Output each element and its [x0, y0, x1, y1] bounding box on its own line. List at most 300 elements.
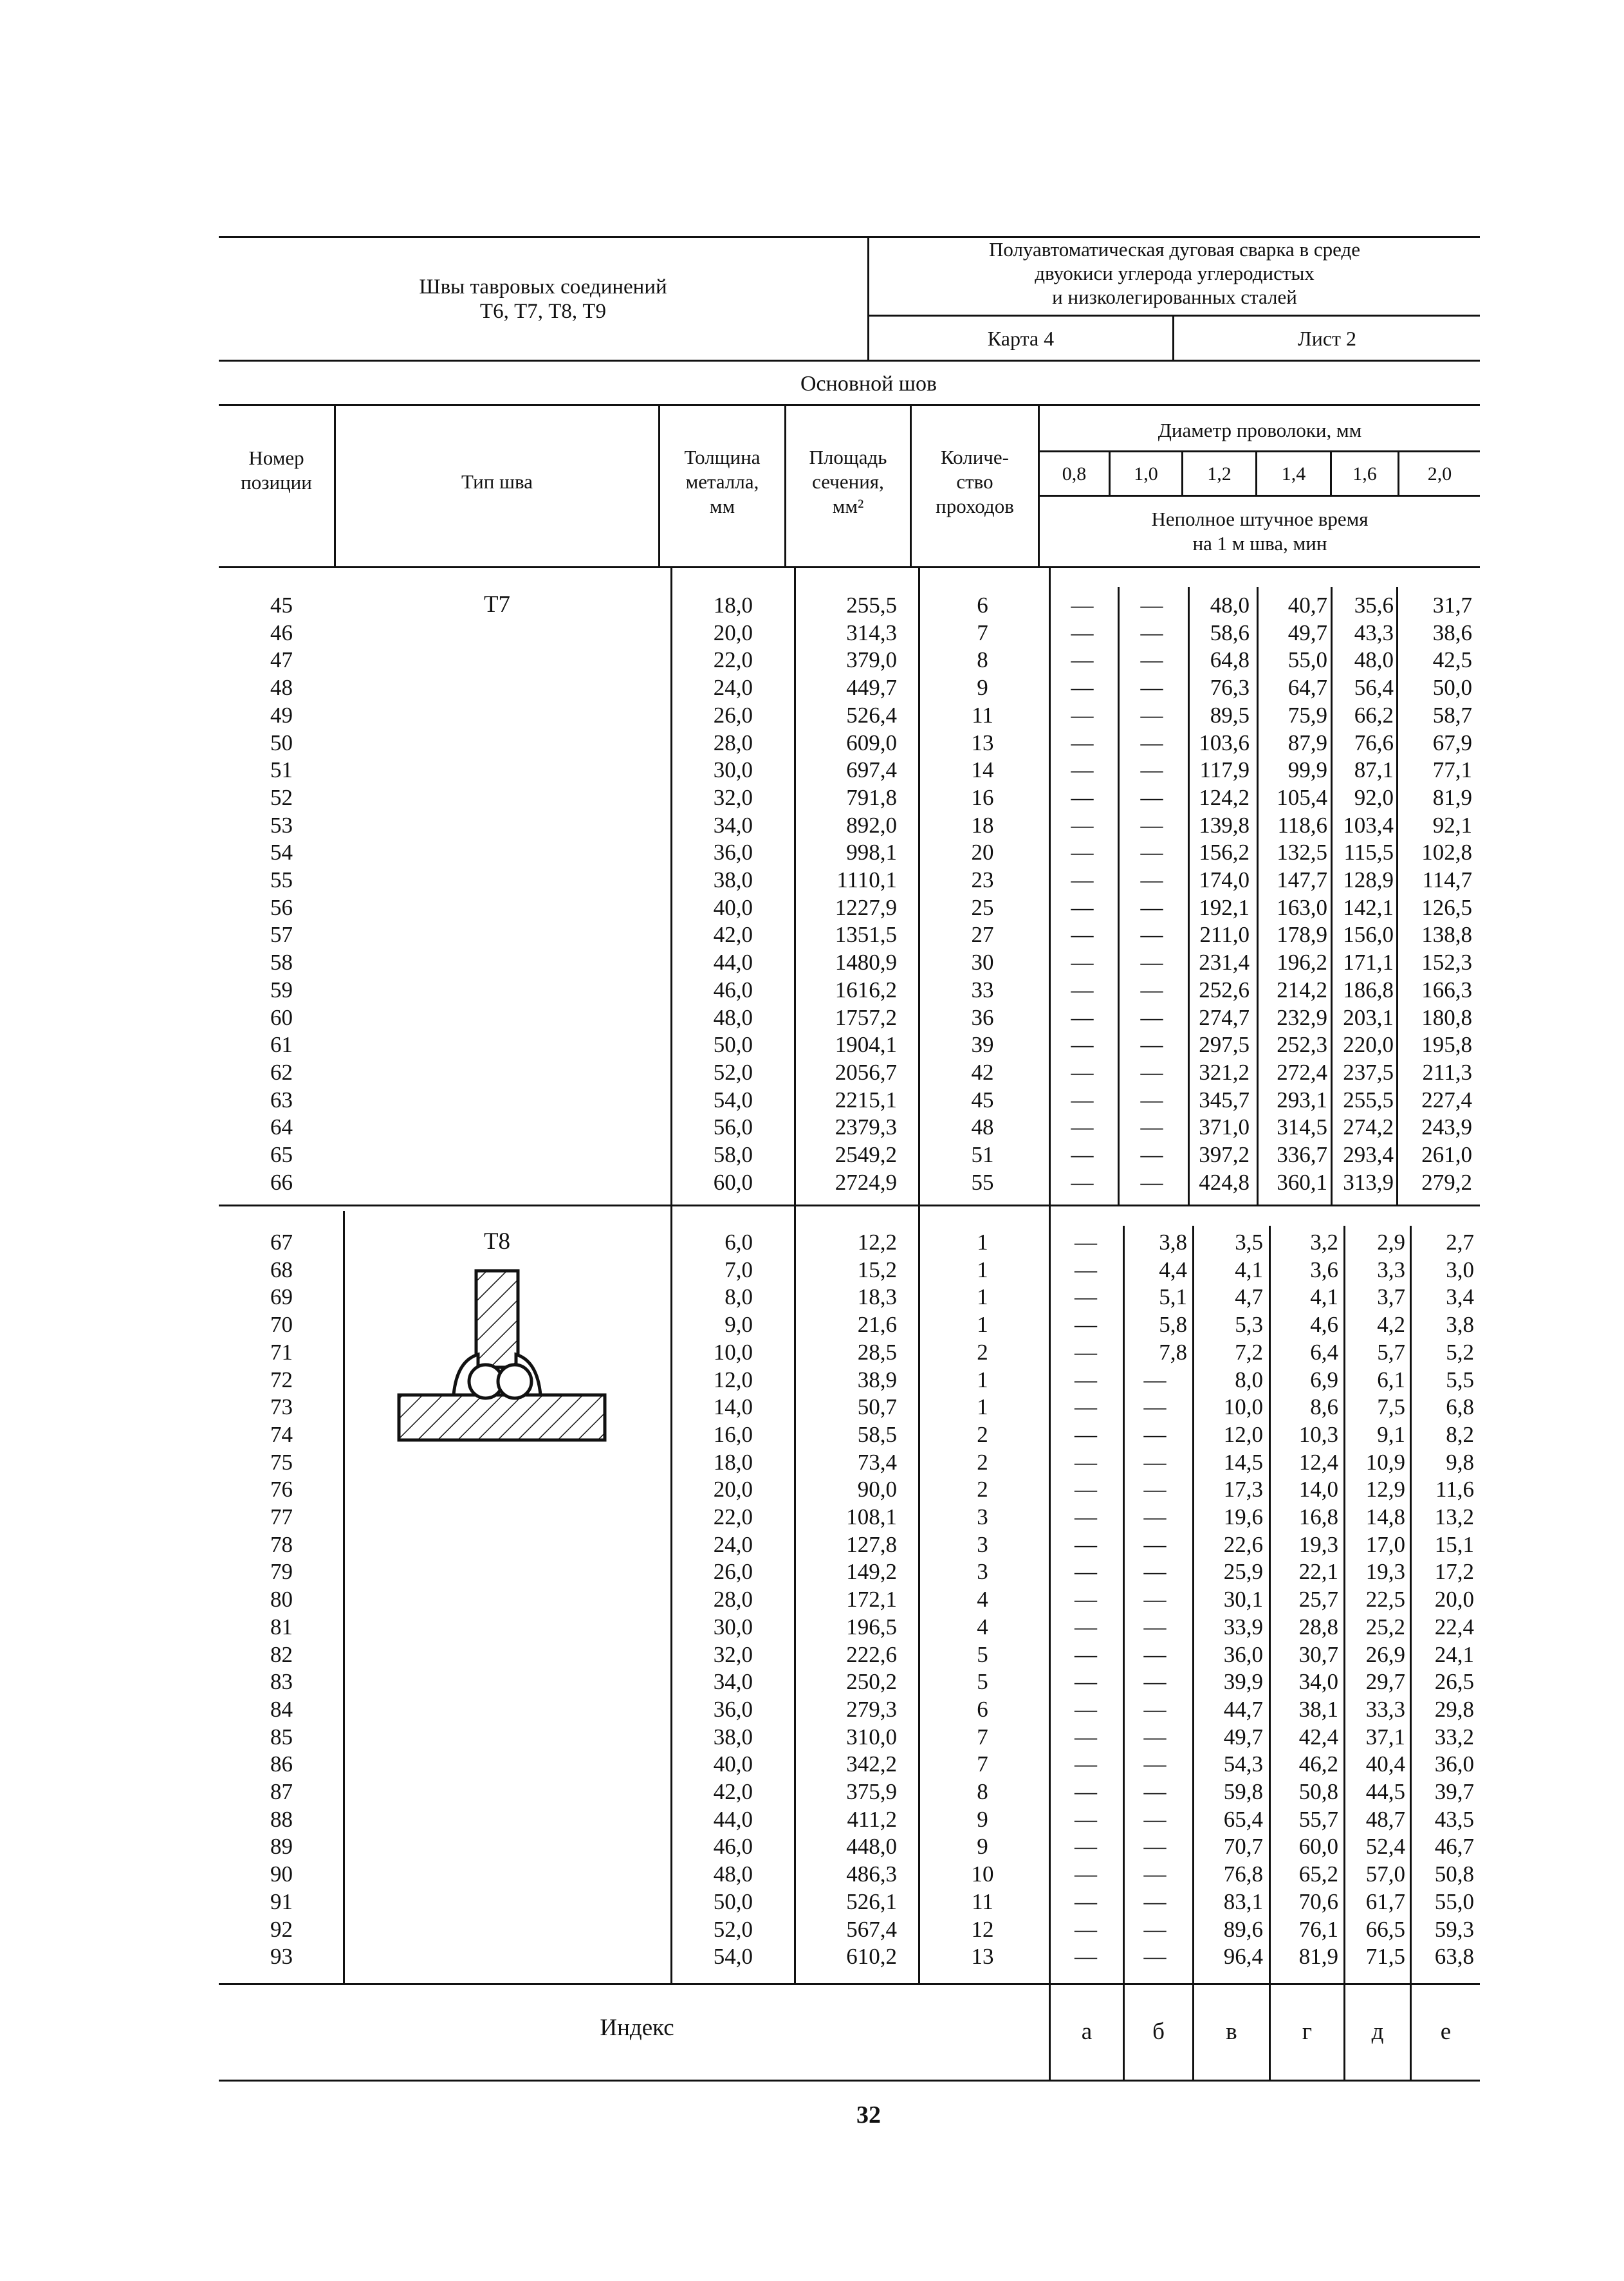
- metal-thickness: 10,0: [713, 1339, 753, 1365]
- position-number: 84: [270, 1696, 293, 1722]
- time-d1-6: 14,8: [1365, 1504, 1405, 1529]
- metal-thickness: 14,0: [713, 1394, 753, 1420]
- section-area: 2724,9: [835, 1169, 897, 1195]
- grid-line-t8-1: [1192, 1226, 1194, 1983]
- time-d1-2: 76,3: [1210, 675, 1250, 701]
- position-number: 71: [270, 1339, 293, 1365]
- section-area: 526,1: [846, 1889, 897, 1914]
- pass-count: 13: [971, 1944, 994, 1970]
- col-header-area: Площадь сечения, мм²: [809, 446, 887, 517]
- metal-thickness: 52,0: [713, 1916, 753, 1942]
- metal-thickness: 34,0: [713, 812, 753, 838]
- time-d1-6: 2,9: [1377, 1230, 1405, 1255]
- section-area: 411,2: [847, 1806, 897, 1832]
- position-number: 87: [270, 1779, 293, 1804]
- time-d1-6: 12,9: [1365, 1477, 1405, 1502]
- time-d0-8: —: [1075, 1614, 1097, 1639]
- pass-count: 48: [971, 1114, 994, 1140]
- metal-thickness: 24,0: [713, 675, 753, 701]
- time-d1-2: 39,9: [1223, 1669, 1263, 1695]
- time-d1-4: 252,3: [1277, 1032, 1327, 1058]
- time-d1-0: —: [1143, 1944, 1167, 1970]
- time-d2-0: 31,7: [1432, 593, 1472, 618]
- body-vline-4: [918, 568, 920, 1983]
- time-d0-8: —: [1075, 1394, 1097, 1420]
- diameters-rule: [1038, 495, 1480, 497]
- time-d1-6: 128,9: [1343, 867, 1394, 892]
- grid-line-t7-1: [1188, 587, 1190, 1205]
- index-top-rule: [219, 1983, 1480, 1985]
- position-number: 66: [270, 1169, 293, 1195]
- time-d0-8: —: [1071, 867, 1094, 892]
- time-d1-0: —: [1140, 1169, 1163, 1195]
- time-d1-4: 232,9: [1277, 1004, 1327, 1030]
- time-d2-0: 211,3: [1422, 1059, 1472, 1085]
- time-d0-8: —: [1071, 1142, 1094, 1167]
- time-d0-8: —: [1075, 1944, 1097, 1970]
- section-area: 90,0: [857, 1477, 897, 1502]
- time-d1-4: 360,1: [1277, 1169, 1327, 1195]
- pass-count: 9: [977, 675, 988, 701]
- position-number: 69: [270, 1284, 293, 1310]
- time-d0-8: —: [1075, 1531, 1097, 1557]
- time-d1-6: 33,3: [1365, 1696, 1405, 1722]
- section-area: 38,9: [857, 1367, 897, 1392]
- section-area: 127,8: [846, 1531, 897, 1557]
- time-d1-0: —: [1140, 593, 1163, 618]
- index-letter-g: г: [1302, 2018, 1313, 2045]
- metal-thickness: 46,0: [713, 1834, 753, 1860]
- position-number: 63: [270, 1087, 293, 1113]
- time-d1-0: —: [1140, 784, 1163, 810]
- pass-count: 30: [971, 950, 994, 975]
- metal-thickness: 38,0: [713, 1724, 753, 1750]
- section-area: 998,1: [846, 840, 897, 865]
- time-d1-2: 30,1: [1223, 1587, 1263, 1612]
- time-d1-2: 54,3: [1223, 1751, 1263, 1777]
- metal-thickness: 44,0: [713, 1806, 753, 1832]
- pass-count: 7: [977, 1724, 988, 1750]
- pass-count: 27: [971, 922, 994, 948]
- section-area: 1904,1: [835, 1032, 897, 1058]
- time-d1-2: 274,7: [1199, 1004, 1250, 1030]
- time-d2-0: 20,0: [1434, 1587, 1474, 1612]
- position-number: 45: [270, 593, 293, 618]
- time-d1-0: —: [1140, 894, 1163, 920]
- time-d1-6: 25,2: [1365, 1614, 1405, 1639]
- grid-line-t8-2: [1269, 1226, 1271, 1983]
- position-number: 70: [270, 1312, 293, 1338]
- metal-thickness: 22,0: [713, 1504, 753, 1529]
- time-d1-0: —: [1143, 1751, 1167, 1777]
- time-d0-8: —: [1071, 1059, 1094, 1085]
- time-d1-0: 5,8: [1159, 1312, 1187, 1338]
- time-d0-8: —: [1071, 593, 1094, 618]
- time-d1-4: 70,6: [1298, 1889, 1338, 1914]
- time-d1-0: —: [1143, 1367, 1167, 1392]
- time-d1-2: 117,9: [1199, 757, 1250, 783]
- time-d0-8: —: [1071, 1004, 1094, 1030]
- pass-count: 9: [977, 1834, 988, 1860]
- metal-thickness: 28,0: [713, 730, 753, 755]
- time-d1-6: 10,9: [1365, 1449, 1405, 1475]
- time-d1-2: 321,2: [1199, 1059, 1250, 1085]
- diameter-0-8: 0,8: [1062, 463, 1087, 485]
- metal-thickness: 24,0: [713, 1531, 753, 1557]
- group-separator: [219, 1205, 1480, 1206]
- section-area: 892,0: [846, 812, 897, 838]
- time-d1-4: 3,2: [1310, 1230, 1338, 1255]
- metal-thickness: 36,0: [713, 840, 753, 865]
- time-d2-0: 22,4: [1434, 1614, 1474, 1639]
- section-area: 567,4: [846, 1916, 897, 1942]
- time-d1-6: 48,7: [1365, 1806, 1405, 1832]
- section-area: 1227,9: [835, 894, 897, 920]
- pass-count: 14: [971, 757, 994, 783]
- time-d1-0: —: [1140, 1004, 1163, 1030]
- time-d1-4: 272,4: [1277, 1059, 1327, 1085]
- metal-thickness: 12,0: [713, 1367, 753, 1392]
- metal-thickness: 60,0: [713, 1169, 753, 1195]
- metal-thickness: 8,0: [724, 1284, 753, 1310]
- position-number: 74: [270, 1421, 293, 1447]
- time-d0-8: —: [1075, 1421, 1097, 1447]
- time-d1-0: —: [1140, 702, 1163, 728]
- grid-line-t8-0: [1123, 1226, 1125, 1983]
- time-d1-0: —: [1140, 757, 1163, 783]
- pass-count: 1: [977, 1394, 988, 1420]
- time-d2-0: 166,3: [1421, 977, 1472, 1002]
- pass-count: 2: [977, 1421, 988, 1447]
- time-d1-2: 12,0: [1223, 1421, 1263, 1447]
- time-d0-8: —: [1075, 1806, 1097, 1832]
- section-area: 50,7: [857, 1394, 897, 1420]
- time-d1-4: 293,1: [1277, 1087, 1327, 1113]
- time-d1-0: —: [1140, 977, 1163, 1002]
- time-d1-2: 345,7: [1199, 1087, 1250, 1113]
- time-d1-0: —: [1143, 1641, 1167, 1667]
- time-d0-8: —: [1071, 647, 1094, 673]
- pass-count: 45: [971, 1087, 994, 1113]
- time-d1-6: 26,9: [1365, 1641, 1405, 1667]
- col-header-passes: Количе- ство проходов: [936, 446, 1014, 517]
- time-d2-0: 58,7: [1432, 702, 1472, 728]
- time-d0-8: —: [1075, 1284, 1097, 1310]
- time-d2-0: 6,8: [1446, 1394, 1474, 1420]
- metal-thickness: 46,0: [713, 977, 753, 1002]
- time-d1-2: 96,4: [1223, 1944, 1263, 1970]
- time-d1-6: 103,4: [1343, 812, 1394, 838]
- metal-thickness: 20,0: [713, 620, 753, 645]
- time-d1-6: 56,4: [1354, 675, 1394, 701]
- section-area: 255,5: [846, 593, 897, 618]
- time-d1-2: 36,0: [1223, 1641, 1263, 1667]
- position-number: 52: [270, 784, 293, 810]
- time-d1-0: 3,8: [1159, 1230, 1187, 1255]
- time-d2-0: 50,0: [1432, 675, 1472, 701]
- pass-count: 6: [977, 1696, 988, 1722]
- pass-count: 23: [971, 867, 994, 892]
- time-d2-0: 67,9: [1432, 730, 1472, 755]
- metal-thickness: 28,0: [713, 1587, 753, 1612]
- time-d0-8: —: [1075, 1587, 1097, 1612]
- time-d0-8: —: [1075, 1339, 1097, 1365]
- time-d1-2: 252,6: [1199, 977, 1250, 1002]
- position-number: 83: [270, 1669, 293, 1695]
- time-d1-0: —: [1143, 1779, 1167, 1804]
- time-d1-6: 19,3: [1365, 1559, 1405, 1585]
- time-d1-2: 89,6: [1223, 1916, 1263, 1942]
- pass-count: 1: [977, 1284, 988, 1310]
- time-d1-2: 10,0: [1223, 1394, 1263, 1420]
- section-area: 196,5: [846, 1614, 897, 1639]
- metal-thickness: 6,0: [724, 1230, 753, 1255]
- position-number: 67: [270, 1230, 293, 1255]
- metal-thickness: 34,0: [713, 1669, 753, 1695]
- time-d1-2: 58,6: [1210, 620, 1250, 645]
- pass-count: 1: [977, 1257, 988, 1282]
- time-d1-6: 61,7: [1365, 1889, 1405, 1914]
- body-vline-5: [1049, 568, 1051, 1983]
- time-d1-4: 4,1: [1310, 1284, 1338, 1310]
- position-number: 59: [270, 977, 293, 1002]
- table-header-bottom-rule: [219, 566, 1480, 568]
- section-area: 448,0: [846, 1834, 897, 1860]
- time-d0-8: —: [1071, 894, 1094, 920]
- position-number: 46: [270, 620, 293, 645]
- metal-thickness: 50,0: [713, 1889, 753, 1914]
- time-d2-0: 43,5: [1434, 1806, 1474, 1832]
- time-d1-4: 49,7: [1287, 620, 1327, 645]
- position-number: 81: [270, 1614, 293, 1639]
- time-d1-6: 9,1: [1377, 1421, 1405, 1447]
- position-number: 54: [270, 840, 293, 865]
- time-d2-0: 195,8: [1421, 1032, 1472, 1058]
- time-d1-0: —: [1140, 675, 1163, 701]
- time-d1-0: 4,4: [1159, 1257, 1187, 1282]
- time-d1-0: —: [1140, 1087, 1163, 1113]
- time-d0-8: —: [1071, 675, 1094, 701]
- time-d1-2: 192,1: [1199, 894, 1250, 920]
- time-d2-0: 9,8: [1446, 1449, 1474, 1475]
- time-d0-8: —: [1075, 1257, 1097, 1282]
- position-number: 61: [270, 1032, 293, 1058]
- time-d1-0: —: [1140, 950, 1163, 975]
- time-d1-0: 5,1: [1159, 1284, 1187, 1310]
- time-d1-6: 48,0: [1354, 647, 1394, 673]
- time-d1-4: 50,8: [1298, 1779, 1338, 1804]
- title-bottom-rule: [219, 360, 1480, 362]
- time-d1-2: 211,0: [1199, 922, 1250, 948]
- section-area: 58,5: [857, 1421, 897, 1447]
- time-d0-8: —: [1071, 1032, 1094, 1058]
- time-d1-2: 124,2: [1199, 784, 1250, 810]
- position-number: 51: [270, 757, 293, 783]
- time-d1-4: 76,1: [1298, 1916, 1338, 1942]
- time-d1-6: 220,0: [1343, 1032, 1394, 1058]
- time-d1-4: 19,3: [1298, 1531, 1338, 1557]
- position-number: 62: [270, 1059, 293, 1085]
- metal-thickness: 56,0: [713, 1114, 753, 1140]
- section-area: 12,2: [857, 1230, 897, 1255]
- pass-count: 55: [971, 1169, 994, 1195]
- time-d1-6: 156,0: [1343, 922, 1394, 948]
- metal-thickness: 58,0: [713, 1142, 753, 1167]
- time-d1-6: 35,6: [1354, 593, 1394, 618]
- time-d1-6: 115,5: [1343, 840, 1394, 865]
- time-d1-4: 34,0: [1298, 1669, 1338, 1695]
- seam-type-t7: Т7: [483, 591, 511, 618]
- time-d1-6: 22,5: [1365, 1587, 1405, 1612]
- position-number: 49: [270, 702, 293, 728]
- section-area: 379,0: [846, 647, 897, 673]
- section-area: 1351,5: [835, 922, 897, 948]
- section-area: 1616,2: [835, 977, 897, 1002]
- time-d1-2: 231,4: [1199, 950, 1250, 975]
- time-d2-0: 2,7: [1446, 1230, 1474, 1255]
- time-d2-0: 42,5: [1432, 647, 1472, 673]
- pass-count: 12: [971, 1916, 994, 1942]
- time-d1-4: 214,2: [1277, 977, 1327, 1002]
- metal-thickness: 7,0: [724, 1257, 753, 1282]
- time-d1-4: 75,9: [1287, 702, 1327, 728]
- time-d1-2: 44,7: [1223, 1696, 1263, 1722]
- time-d1-2: 48,0: [1210, 593, 1250, 618]
- time-d1-2: 25,9: [1223, 1559, 1263, 1585]
- time-d1-4: 196,2: [1277, 950, 1327, 975]
- grid-line-t8-4: [1410, 1226, 1412, 1983]
- time-d1-2: 83,1: [1223, 1889, 1263, 1914]
- position-number: 77: [270, 1504, 293, 1529]
- metal-thickness: 18,0: [713, 1449, 753, 1475]
- time-d1-0: —: [1143, 1587, 1167, 1612]
- pass-count: 20: [971, 840, 994, 865]
- time-d1-4: 81,9: [1298, 1944, 1338, 1970]
- time-d1-0: —: [1143, 1614, 1167, 1639]
- section-area: 172,1: [846, 1587, 897, 1612]
- section-area: 2215,1: [835, 1087, 897, 1113]
- time-d0-8: —: [1071, 922, 1094, 948]
- t-joint-weld-diagram: [392, 1264, 611, 1451]
- metal-thickness: 32,0: [713, 784, 753, 810]
- time-d1-0: —: [1143, 1477, 1167, 1502]
- time-d0-8: —: [1075, 1367, 1097, 1392]
- pass-count: 5: [977, 1669, 988, 1695]
- time-d2-0: 11,6: [1435, 1477, 1474, 1502]
- metal-thickness: 36,0: [713, 1696, 753, 1722]
- time-d2-0: 39,7: [1434, 1779, 1474, 1804]
- time-d1-6: 171,1: [1343, 950, 1394, 975]
- time-d2-0: 114,7: [1422, 867, 1472, 892]
- position-number: 50: [270, 730, 293, 755]
- time-d1-2: 17,3: [1223, 1477, 1263, 1502]
- body-vline-2: [670, 568, 672, 1983]
- position-number: 68: [270, 1257, 293, 1282]
- time-d1-2: 4,1: [1235, 1257, 1263, 1282]
- pass-count: 13: [971, 730, 994, 755]
- time-d2-0: 5,5: [1446, 1367, 1474, 1392]
- time-d1-0: —: [1143, 1916, 1167, 1942]
- time-d0-8: —: [1075, 1477, 1097, 1502]
- time-d0-8: —: [1071, 977, 1094, 1002]
- metal-thickness: 9,0: [724, 1312, 753, 1338]
- section-area: 697,4: [846, 757, 897, 783]
- time-d0-8: —: [1071, 840, 1094, 865]
- section-area: 1757,2: [835, 1004, 897, 1030]
- metal-thickness: 26,0: [713, 702, 753, 728]
- time-d1-0: —: [1140, 730, 1163, 755]
- time-d1-6: 313,9: [1343, 1169, 1394, 1195]
- pass-count: 1: [977, 1367, 988, 1392]
- time-d0-8: —: [1071, 950, 1094, 975]
- time-d1-4: 314,5: [1277, 1114, 1327, 1140]
- time-d1-6: 29,7: [1365, 1669, 1405, 1695]
- pass-count: 39: [971, 1032, 994, 1058]
- time-d2-0: 17,2: [1434, 1559, 1474, 1585]
- time-d1-6: 3,3: [1377, 1257, 1405, 1282]
- time-d1-0: 7,8: [1159, 1339, 1187, 1365]
- diameter-1-6: 1,6: [1352, 463, 1377, 485]
- time-d1-2: 33,9: [1223, 1614, 1263, 1639]
- time-d1-4: 178,9: [1277, 922, 1327, 948]
- seam-type-t8: Т8: [483, 1228, 511, 1255]
- position-number: 86: [270, 1751, 293, 1777]
- time-d1-2: 19,6: [1223, 1504, 1263, 1529]
- time-d1-0: —: [1143, 1834, 1167, 1860]
- time-d0-8: —: [1075, 1696, 1097, 1722]
- position-number: 91: [270, 1889, 293, 1914]
- metal-thickness: 54,0: [713, 1087, 753, 1113]
- time-d1-2: 59,8: [1223, 1779, 1263, 1804]
- position-number: 88: [270, 1806, 293, 1832]
- time-d2-0: 3,4: [1446, 1284, 1474, 1310]
- time-d2-0: 77,1: [1432, 757, 1472, 783]
- grid-line-t7-0: [1118, 587, 1120, 1205]
- section-area: 222,6: [846, 1641, 897, 1667]
- index-letter-a: а: [1081, 2018, 1093, 2045]
- diameter-1-4: 1,4: [1281, 463, 1306, 485]
- time-d2-0: 59,3: [1434, 1916, 1474, 1942]
- time-d1-4: 22,1: [1298, 1559, 1338, 1585]
- time-d2-0: 24,1: [1434, 1641, 1474, 1667]
- card-number: Карта 4: [987, 327, 1055, 350]
- pass-count: 3: [977, 1531, 988, 1557]
- time-d1-0: —: [1143, 1394, 1167, 1420]
- time-d2-0: 15,1: [1434, 1531, 1474, 1557]
- page-number: 32: [856, 2101, 881, 2129]
- sheet-number: Лист 2: [1297, 327, 1356, 350]
- time-d1-4: 87,9: [1287, 730, 1327, 755]
- time-d1-2: 4,7: [1235, 1284, 1263, 1310]
- time-d1-0: —: [1140, 812, 1163, 838]
- time-d0-8: —: [1071, 730, 1094, 755]
- time-d1-2: 5,3: [1235, 1312, 1263, 1338]
- time-d1-4: 118,6: [1277, 812, 1327, 838]
- time-d1-2: 139,8: [1199, 812, 1250, 838]
- position-number: 80: [270, 1587, 293, 1612]
- time-d1-0: —: [1140, 1059, 1163, 1085]
- time-d1-0: —: [1140, 1114, 1163, 1140]
- time-d1-0: —: [1143, 1421, 1167, 1447]
- time-d1-4: 14,0: [1298, 1477, 1338, 1502]
- time-d2-0: 26,5: [1434, 1669, 1474, 1695]
- position-number: 90: [270, 1861, 293, 1887]
- pass-count: 2: [977, 1449, 988, 1475]
- time-d1-4: 28,8: [1298, 1614, 1338, 1639]
- time-d0-8: —: [1075, 1834, 1097, 1860]
- time-d0-8: —: [1071, 757, 1094, 783]
- section-area: 2056,7: [835, 1059, 897, 1085]
